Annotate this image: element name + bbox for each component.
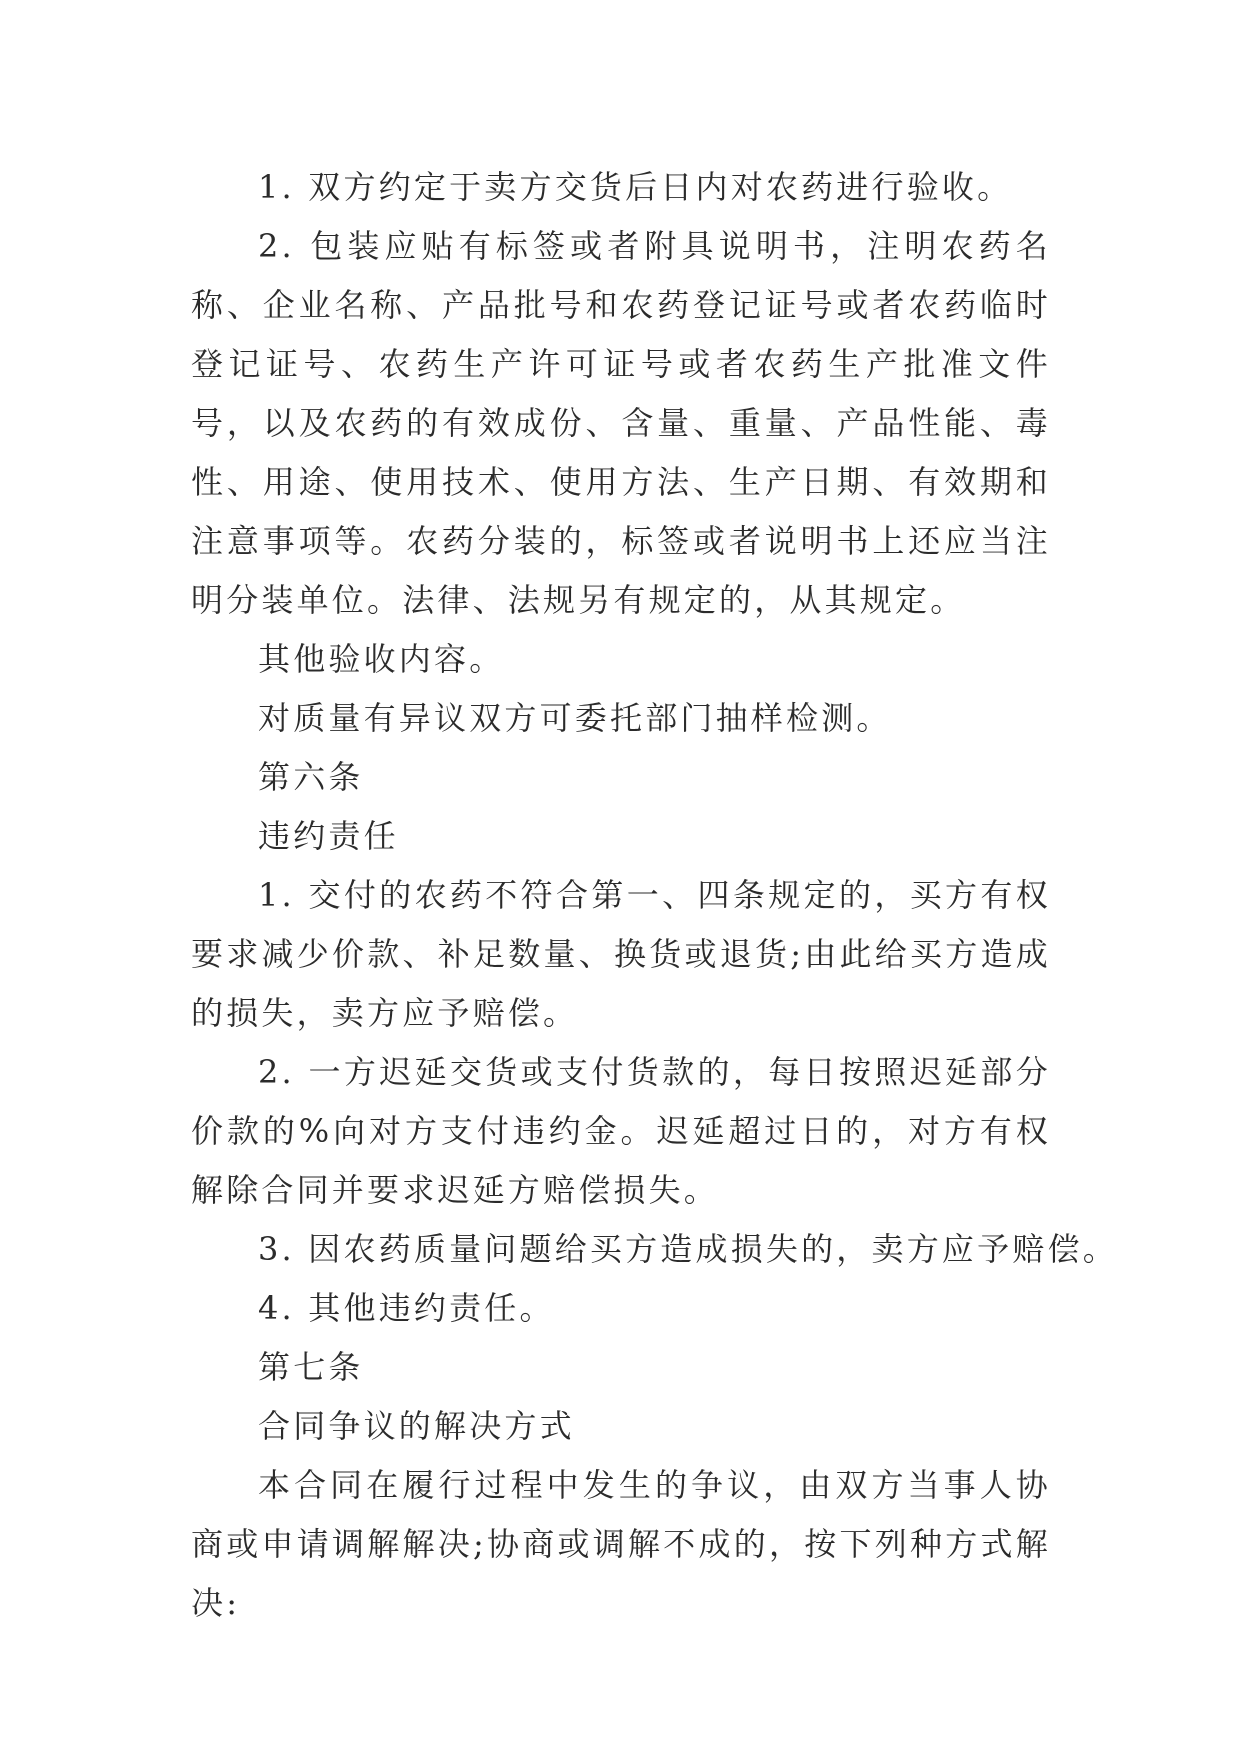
paragraph-dispute-resolution: 本合同在履行过程中发生的争议，由双方当事人协商或申请调解解决;协商或调解不成的，按下列种方式解决: [191, 1466, 1051, 1622]
paragraph-breach-other: 4. 其他违约责任。 [258, 1289, 555, 1327]
section-title-dispute-resolution: 合同争议的解决方式 [258, 1407, 575, 1445]
paragraph-acceptance-period: 1. 双方约定于卖方交货后日内对农药进行验收。 [258, 168, 1013, 206]
paragraph-other-acceptance: 其他验收内容。 [258, 640, 505, 678]
paragraph-breach-quality: 3. 因农药质量问题给买方造成损失的，卖方应予赔偿。 [258, 1230, 1118, 1268]
paragraph-breach-nonconforming: 1. 交付的农药不符合第一、四条规定的，买方有权要求减少价款、补足数量、换货或退货;由此给买方造成的损失，卖方应予赔偿。 [191, 876, 1051, 1032]
article-heading-seven: 第七条 [258, 1348, 364, 1386]
section-title-breach: 违约责任 [258, 817, 399, 855]
paragraph-packaging-requirements: 2. 包装应贴有标签或者附具说明书，注明农药名称、企业名称、产品批号和农药登记证号或者农药临时登记证号、农药生产许可证号或者农药生产批准文件号，以及农药的有效成份、含量、重量、产品性能、毒性、用途、使用技术、使用方法、生产日期、有效期和注意事项等。农药分装的，标签或者说明书上还应当注明分装单位。法律、法规另有规定的，从其规定。 [191, 227, 1051, 619]
article-heading-six: 第六条 [258, 758, 364, 796]
paragraph-quality-dispute: 对质量有异议双方可委托部门抽样检测。 [258, 699, 892, 737]
document-body [191, 158, 1118, 1633]
paragraph-breach-delay: 2. 一方迟延交货或支付货款的，每日按照迟延部分价款的%向对方支付违约金。迟延超过日的，对方有权解除合同并要求迟延方赔偿损失。 [191, 1053, 1051, 1209]
